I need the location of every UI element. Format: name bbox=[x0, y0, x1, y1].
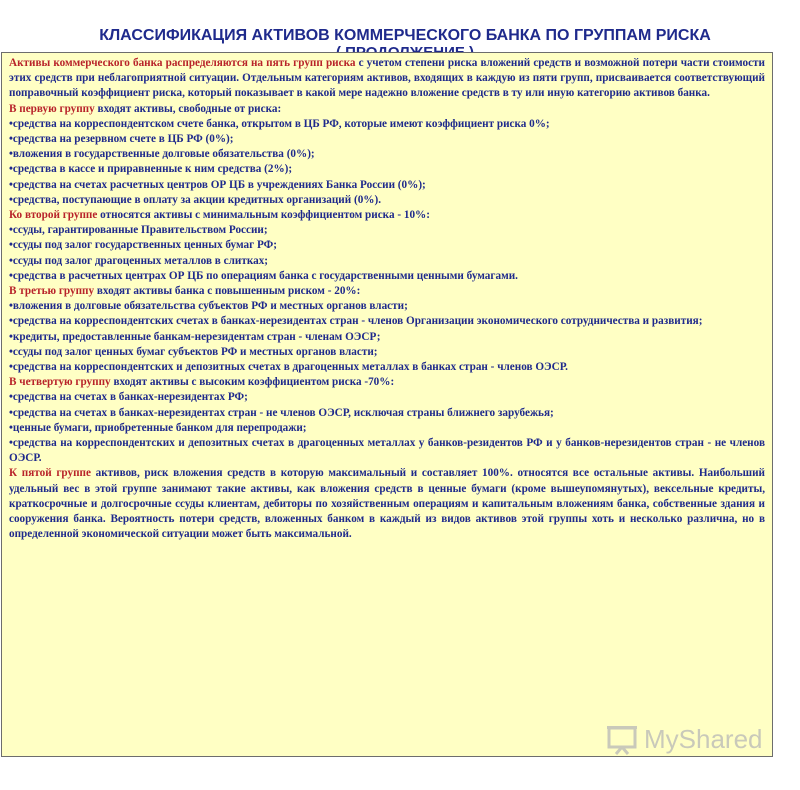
projector-screen-icon bbox=[606, 725, 640, 755]
list-item: •средства в расчетных центрах ОР ЦБ по операциям банка с государственными ценными бумагами. bbox=[9, 269, 518, 282]
group-3-text: входят активы банка с повышенным риском - 20%: bbox=[94, 285, 361, 298]
watermark-text: MyShared bbox=[644, 724, 763, 754]
group-2-heading bbox=[9, 208, 765, 223]
group-2-text: относятся активы с минимальным коэффициентом риска - 10%: bbox=[97, 209, 430, 222]
list-item: •ссуды под залог государственных ценных бумаг РФ; bbox=[9, 239, 277, 252]
group-1-heading bbox=[9, 102, 765, 117]
list-item: •средства на корреспондентском счете банка, открытом в ЦБ РФ, которые имеют коэффициент риска 0%; bbox=[9, 117, 550, 130]
group-2-lead: Ко второй группе bbox=[9, 209, 98, 222]
group-5-lead: К пятой группе bbox=[9, 467, 91, 480]
intro-paragraph bbox=[9, 56, 765, 102]
group-5-paragraph bbox=[9, 466, 765, 542]
list-item: •ссуды, гарантированные Правительством России; bbox=[9, 224, 268, 237]
list-item: •средства на корреспондентских и депозитных счетах в драгоценных металлах у банков-резидентов РФ и у банков-нерезидентов стран - не членов ОЭСР. bbox=[9, 437, 765, 465]
group-4-text: входят активы с высоким коэффициентом риска -70%: bbox=[110, 376, 395, 389]
intro-lead: Активы коммерческого банка распределяются на пять групп риска bbox=[9, 57, 356, 69]
group-5-text: активов, риск вложения средств в которую максимальный и составляет 100%. относятся все остальные активы. Наибольший удельный вес в этой группе занимают такие активы, как вложения средств в ценные бумаги (кроме вышеупомянутых), вексельные кредиты, краткосрочные и долгосрочные ссуды клиентам, дебиторы по хозяйственным операциям и капитальным вложениям банка, собственные здания и сооружения банка. Вероятность потери средств, вложенных банком в каждый из видов активов этой группы хоть и несколько различна, но в определенной экономической ситуации может быть максимальной. bbox=[9, 467, 766, 541]
list-item: •ценные бумаги, приобретенные банком для перепродажи; bbox=[9, 421, 307, 434]
list-item: •средства на счетах расчетных центров ОР ЦБ в учреждениях Банка России (0%); bbox=[9, 178, 426, 191]
group-4-lead: В четвертую группу bbox=[9, 376, 111, 389]
list-item: •средства на счетах в банках-нерезидентах стран - не членов ОЭСР, исключая страны ближнего зарубежья; bbox=[9, 406, 554, 419]
list-item: •средства на корреспондентских счетах в банках-нерезидентах стран - членов Организации экономического сотрудничества и развития; bbox=[9, 315, 703, 328]
list-item: •средства на корреспондентских и депозитных счетах в драгоценных металлах в банках стран - членов ОЭСР. bbox=[9, 361, 568, 374]
group-3-heading bbox=[9, 284, 765, 299]
list-item: •вложения в долговые обязательства субъектов РФ и местных органов власти; bbox=[9, 300, 408, 313]
watermark bbox=[606, 724, 763, 755]
list-item: •средства на резервном счете в ЦБ РФ (0%); bbox=[9, 133, 234, 146]
content-panel bbox=[1, 52, 773, 757]
slide-title: КЛАССИФИКАЦИЯ АКТИВОВ КОММЕРЧЕСКОГО БАНКА ПО ГРУППАМ РИСКА bbox=[99, 27, 711, 44]
list-item: •ссуды под залог ценных бумаг субъектов РФ и местных органов власти; bbox=[9, 345, 378, 358]
intro-text: с учетом степени риска вложений средств и возможной потери части стоимости этих средств при неблагоприятной ситуации. Отдельным категориям активов, входящих в каждую из пяти групп, присваивается соответствующий поправочный коэффициент риска, который показывает в какой мере надежно вложение средств в ту или иную категорию активов банка. bbox=[9, 57, 765, 100]
list-item: •вложения в государственные долговые обязательства (0%); bbox=[9, 148, 315, 161]
group-3-lead: В третью группу bbox=[9, 285, 95, 298]
list-item: •ссуды под залог драгоценных металлов в слитках; bbox=[9, 254, 269, 267]
list-item: •средства, поступающие в оплату за акции кредитных организаций (0%). bbox=[9, 193, 382, 206]
group-1-lead: В первую группу bbox=[9, 102, 95, 115]
group-4-heading bbox=[9, 375, 765, 390]
list-item: •средства на счетах в банках-нерезидентах РФ; bbox=[9, 391, 248, 404]
list-item: •средства в кассе и приравненные к ним средства (2%); bbox=[9, 163, 293, 176]
group-1-text: входят активы, свободные от риска: bbox=[94, 102, 282, 115]
list-item: •кредиты, предоставленные банкам-нерезидентам стран - членам ОЭСР; bbox=[9, 330, 381, 343]
